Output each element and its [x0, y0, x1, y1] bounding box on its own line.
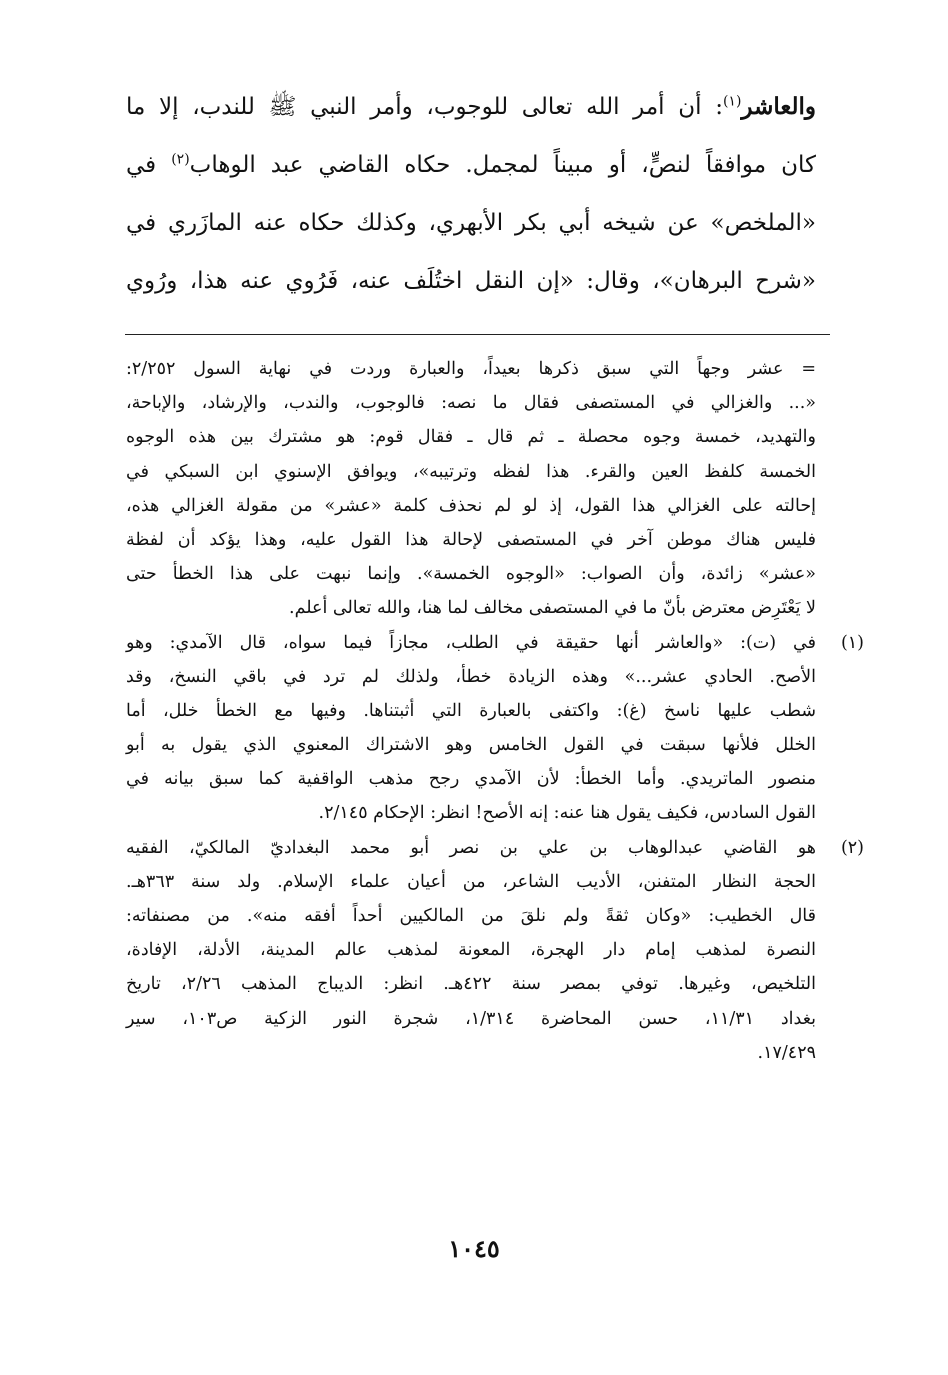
footnote-line: التلخيص، وغيرها. توفي بمصر سنة ٤٢٢هـ. انظر: الديباج المذهب ٢/٢٦، تاريخ	[126, 974, 816, 995]
footnote-1	[126, 626, 864, 831]
footnote-line: شطب عليها ناسخ (غ): واكتفى بالعبارة التي أثبتناها. وفيها مع الخطأ خلل، أما	[126, 700, 816, 721]
footnote-line: لا يَعْتَرِض معترض بأنّ ما في المستصفى مخالف لما هنا، والله تعالى أعلم.	[289, 598, 816, 619]
footnote-line: النصرة لمذهب إمام دار الهجرة، المعونة لمذهب عالم المدينة، الأدلة، الإفادة،	[126, 940, 816, 961]
footnote-line: إحالته على الغزالي هذا القول، إذ لو لم نحذف كلمة «عشر» من مقولة الغزالي هذه،	[126, 495, 816, 516]
footnote-ref: (١)	[722, 93, 742, 110]
footnote-line: قال الخطيب: «وكان ثقةً ولم نلقَ من المالكيين أحداً أفقه منه». من مصنفاته:	[126, 906, 816, 926]
footnote-line: «... والغزالي في المستصفى فقال ما نصه: فالوجوب، والندب، والإرشاد، والإباحة،	[126, 393, 816, 414]
footnote-line: = عشر وجهاً التي سبق ذكرها بعيداً، والعبارة وردت في نهاية السول ٢/٢٥٢:	[126, 359, 816, 379]
footnote-number: (٢)	[840, 837, 864, 858]
footnote-line: الأصح. الحادي عشر...» وهذه الزيادة خطأ، ولذلك لم ترد في باقي النسخ، وقد	[126, 666, 816, 687]
main-text-segment: في	[126, 152, 172, 178]
main-text-line	[126, 78, 816, 136]
footnote-line: فليس هناك موطن آخر في المستصفى لإحالة هذا القول عليه، وهذا يؤكد أن لفظة	[126, 529, 816, 550]
footnote-line: والتهديد، خمسة وجوه محصلة ـ ثم قال ـ فقال قوم: هو مشترك بين هذه الوجوه	[126, 427, 816, 448]
footnote-line: الخلل فلأنها سبقت في القول الخامس وهو الاشتراك المعنوي الذي يقول به أبو	[126, 735, 816, 756]
footnote-line	[126, 831, 864, 865]
footnote-line: منصور الماتريدي. وأما الخطأ: لأن الآمدي رجح مذهب الواقفية كما سبق بيانه في	[126, 769, 816, 790]
footnotes-section	[126, 352, 864, 1070]
footnote-number: (١)	[840, 632, 864, 653]
main-text	[126, 78, 816, 310]
main-text-line: «الملخص» عن شيخه أبي بكر الأبهري، وكذلك حكاه عنه المازَري في	[126, 210, 816, 236]
footnote-2	[126, 831, 864, 1070]
footnote-ref: (٢)	[171, 151, 190, 168]
footnote-line	[126, 626, 864, 660]
footnote-line: بغداد ١١/٣١، حسن المحاضرة ١/٣١٤، شجرة النور الزكية ص١٠٣، سير	[126, 1008, 817, 1029]
footnote-text: في (ت): «والعاشر أنها حقيقة في الطلب، مجازاً فيما سواه، قال الآمدي: وهو	[126, 632, 816, 653]
footnote-divider	[125, 334, 830, 335]
main-text-line: «شرح البرهان»، وقال: «إن النقل اختُلَف عنه، فَرُوي عنه هذا، ورُوي	[126, 268, 816, 294]
main-text-segment: : أن أمر الله تعالى للوجوب، وأمر النبي ﷺ للندب، إلا ما	[126, 94, 723, 120]
page-number: ١٠٤٥	[448, 1234, 500, 1263]
footnote-line: القول السادس، فكيف يقول هنا عنه: إنه الأصح! انظر: الإحكام ٢/١٤٥.	[318, 803, 816, 824]
footnote-line: الحجة النظار المتفنن، الأديب الشاعر، من أعيان علماء الإسلام. ولد سنة ٣٦٣هـ.	[126, 871, 816, 892]
footnote-line: الخمسة كلفظ العين والقرء. هذا لفظه وترتيبه»، ويوافق الإسنوي ابن السبكي في	[126, 461, 816, 482]
main-text-segment: كان موافقاً لنصٍّ، أو مبيناً لمجمل. حكاه القاضي عبد الوهاب	[189, 152, 816, 178]
footnote-line: «عشر» زائدة، وأن الصواب: «الوجوه الخمسة». وإنما نبهت على هذا الخطأ حتى	[126, 564, 816, 585]
footnote-continued	[126, 352, 816, 626]
main-text-line	[126, 136, 816, 194]
lead-word: والعاشر	[741, 93, 816, 120]
footnote-text: هو القاضي عبدالوهاب بن علي بن نصر أبو محمد البغداديّ المالكيّ، الفقيه	[126, 837, 816, 858]
footnote-line: ١٧/٤٢٩.	[757, 1042, 816, 1063]
